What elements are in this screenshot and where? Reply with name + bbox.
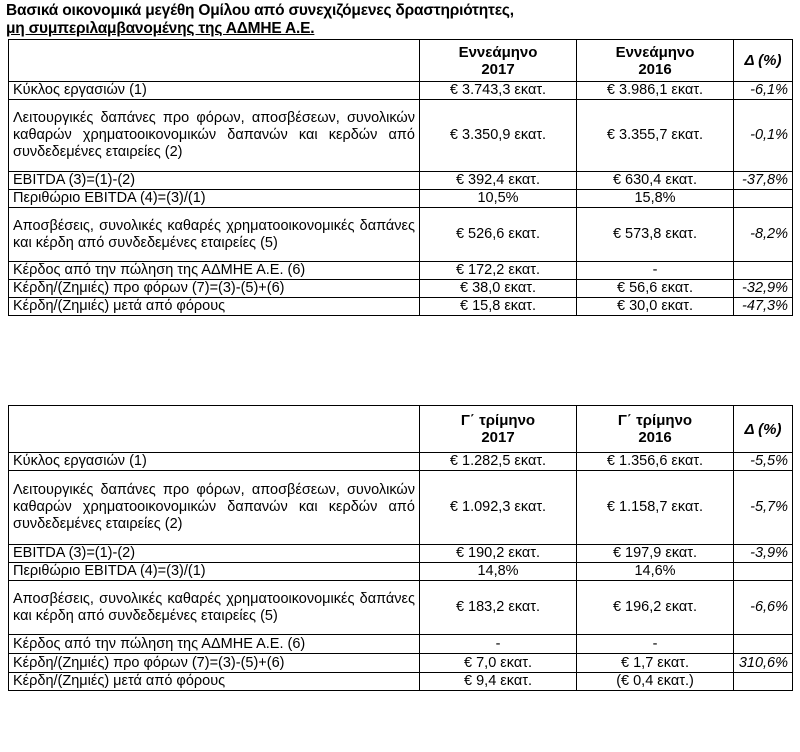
third-quarter-results-table [8, 405, 793, 691]
value-previous: 14,6% [577, 563, 734, 581]
header-year: 2017 [481, 60, 515, 78]
row-label [9, 280, 420, 298]
table-row [9, 453, 793, 471]
value-previous: (€ 0,4 εκατ.) [577, 673, 734, 691]
row-label-text: Κύκλος εργασιών (1) [13, 82, 147, 98]
value-previous: € 630,4 εκατ. [577, 172, 734, 190]
table-row [9, 190, 793, 208]
row-label-text: EBITDA (3)=(1)-(2) [13, 545, 136, 561]
header-year: 2017 [481, 429, 515, 446]
value-current: 14,8% [420, 563, 577, 581]
value-current: € 392,4 εκατ. [420, 172, 577, 190]
row-label [9, 545, 420, 563]
row-label [9, 635, 420, 654]
value-previous: € 1.158,7 εκατ. [577, 471, 734, 545]
value-previous: - [577, 262, 734, 280]
header-period-2016 [577, 406, 734, 453]
row-label-text: Κέρδος από την πώληση της ΑΔΜΗΕ Α.Ε. (6) [13, 262, 306, 278]
table-row [9, 471, 793, 545]
value-change-pct [734, 563, 793, 581]
value-current: € 15,8 εκατ. [420, 298, 577, 316]
value-change-pct [734, 635, 793, 654]
table-row [9, 280, 793, 298]
value-current: € 526,6 εκατ. [420, 208, 577, 262]
value-current: € 172,2 εκατ. [420, 262, 577, 280]
value-previous: € 3.986,1 εκατ. [577, 82, 734, 100]
table-row [9, 635, 793, 654]
row-label-text: Αποσβέσεις, συνολικές καθαρές χρηματοοικονομικές δαπάνες και κέρδη από συνδεδεμένες εταιρείες (5) [13, 217, 415, 251]
row-label-text: EBITDA (3)=(1)-(2) [13, 172, 136, 188]
row-label [9, 563, 420, 581]
value-change-pct [734, 673, 793, 691]
value-previous: € 197,9 εκατ. [577, 545, 734, 563]
value-change-pct [734, 262, 793, 280]
row-label [9, 190, 420, 208]
value-change-pct: -6,6% [734, 581, 793, 635]
table-row [9, 262, 793, 280]
value-previous: € 56,6 εκατ. [577, 280, 734, 298]
value-change-pct: 310,6% [734, 654, 793, 673]
header-year: 2016 [638, 60, 672, 78]
value-change-pct: -5,7% [734, 471, 793, 545]
row-label-text: Λειτουργικές δαπάνες προ φόρων, αποσβέσεων, συνολικών καθαρών χρηματοοικονομικών δαπανών και κερδών από συνδεδεμένες εταιρείες (2) [13, 482, 415, 532]
value-change-pct: -6,1% [734, 82, 793, 100]
title-line-1: Βασικά οικονομικά μεγέθη Ομίλου από συνεχιζόμενες δραστηριότητες, [6, 2, 514, 19]
value-current: € 190,2 εκατ. [420, 545, 577, 563]
value-current: € 3.350,9 εκατ. [420, 100, 577, 172]
header-period-label: Γ΄ τρίμηνο [460, 412, 536, 429]
value-previous: - [577, 635, 734, 654]
value-current: € 1.282,5 εκατ. [420, 453, 577, 471]
table-row [9, 208, 793, 262]
row-label-text: Κέρδη/(Ζημιές) μετά από φόρους [13, 298, 226, 314]
value-change-pct: -32,9% [734, 280, 793, 298]
table-row [9, 545, 793, 563]
header-empty-cell [9, 40, 420, 82]
header-change-pct: Δ (%) [734, 40, 793, 82]
value-current: € 9,4 εκατ. [420, 673, 577, 691]
row-label [9, 82, 420, 100]
header-change-pct: Δ (%) [734, 406, 793, 453]
row-label [9, 298, 420, 316]
nine-month-results-table [8, 39, 793, 316]
row-label-text: Λειτουργικές δαπάνες προ φόρων, αποσβέσεων, συνολικών καθαρών χρηματοοικονομικών δαπανών και κερδών από συνδεδεμένες εταιρείες (2) [13, 110, 415, 160]
row-label [9, 581, 420, 635]
title-line-2: μη συμπεριλαμβανομένης της ΑΔΜΗΕ Α.Ε. [6, 20, 315, 37]
table-row [9, 673, 793, 691]
header-period-2017 [420, 40, 577, 82]
header-empty-cell [9, 406, 420, 453]
table-header-row [9, 40, 793, 82]
row-label-text: Περιθώριο EBITDA (4)=(3)/(1) [13, 563, 206, 579]
value-change-pct: -47,3% [734, 298, 793, 316]
document-title [6, 2, 514, 38]
header-period-2016 [577, 40, 734, 82]
value-previous: € 30,0 εκατ. [577, 298, 734, 316]
value-change-pct: -37,8% [734, 172, 793, 190]
table-header-row [9, 406, 793, 453]
value-previous: € 573,8 εκατ. [577, 208, 734, 262]
row-label [9, 172, 420, 190]
value-change-pct [734, 190, 793, 208]
row-label [9, 100, 420, 172]
value-change-pct: -8,2% [734, 208, 793, 262]
row-label-text: Κύκλος εργασιών (1) [13, 453, 147, 469]
header-period-label: Εννεάμηνο [615, 43, 695, 61]
value-current: - [420, 635, 577, 654]
table-row [9, 654, 793, 673]
row-label [9, 453, 420, 471]
value-change-pct: -0,1% [734, 100, 793, 172]
row-label [9, 673, 420, 691]
value-current: € 3.743,3 εκατ. [420, 82, 577, 100]
value-current: € 1.092,3 εκατ. [420, 471, 577, 545]
table-row [9, 298, 793, 316]
value-current: € 183,2 εκατ. [420, 581, 577, 635]
row-label [9, 208, 420, 262]
table-row [9, 172, 793, 190]
value-previous: € 3.355,7 εκατ. [577, 100, 734, 172]
header-period-label: Γ΄ τρίμηνο [617, 412, 693, 429]
table-row [9, 563, 793, 581]
value-current: 10,5% [420, 190, 577, 208]
value-change-pct: -3,9% [734, 545, 793, 563]
row-label-text: Περιθώριο EBITDA (4)=(3)/(1) [13, 190, 206, 206]
table-row [9, 581, 793, 635]
value-previous: 15,8% [577, 190, 734, 208]
value-current: € 7,0 εκατ. [420, 654, 577, 673]
header-period-label: Εννεάμηνο [458, 43, 538, 61]
value-previous: € 1,7 εκατ. [577, 654, 734, 673]
row-label-text: Κέρδη/(Ζημιές) μετά από φόρους [13, 673, 226, 689]
row-label [9, 471, 420, 545]
row-label [9, 654, 420, 673]
row-label-text: Κέρδος από την πώληση της ΑΔΜΗΕ Α.Ε. (6) [13, 635, 306, 652]
row-label [9, 262, 420, 280]
table-row [9, 100, 793, 172]
value-current: € 38,0 εκατ. [420, 280, 577, 298]
value-change-pct: -5,5% [734, 453, 793, 471]
row-label-text: Κέρδη/(Ζημιές) προ φόρων (7)=(3)-(5)+(6) [13, 280, 285, 296]
header-year: 2016 [638, 429, 672, 446]
header-period-2017 [420, 406, 577, 453]
value-previous: € 1.356,6 εκατ. [577, 453, 734, 471]
table-row [9, 82, 793, 100]
row-label-text: Αποσβέσεις, συνολικές καθαρές χρηματοοικονομικές δαπάνες και κέρδη από συνδεδεμένες εταιρείες (5) [13, 590, 415, 624]
value-previous: € 196,2 εκατ. [577, 581, 734, 635]
row-label-text: Κέρδη/(Ζημιές) προ φόρων (7)=(3)-(5)+(6) [13, 654, 285, 671]
